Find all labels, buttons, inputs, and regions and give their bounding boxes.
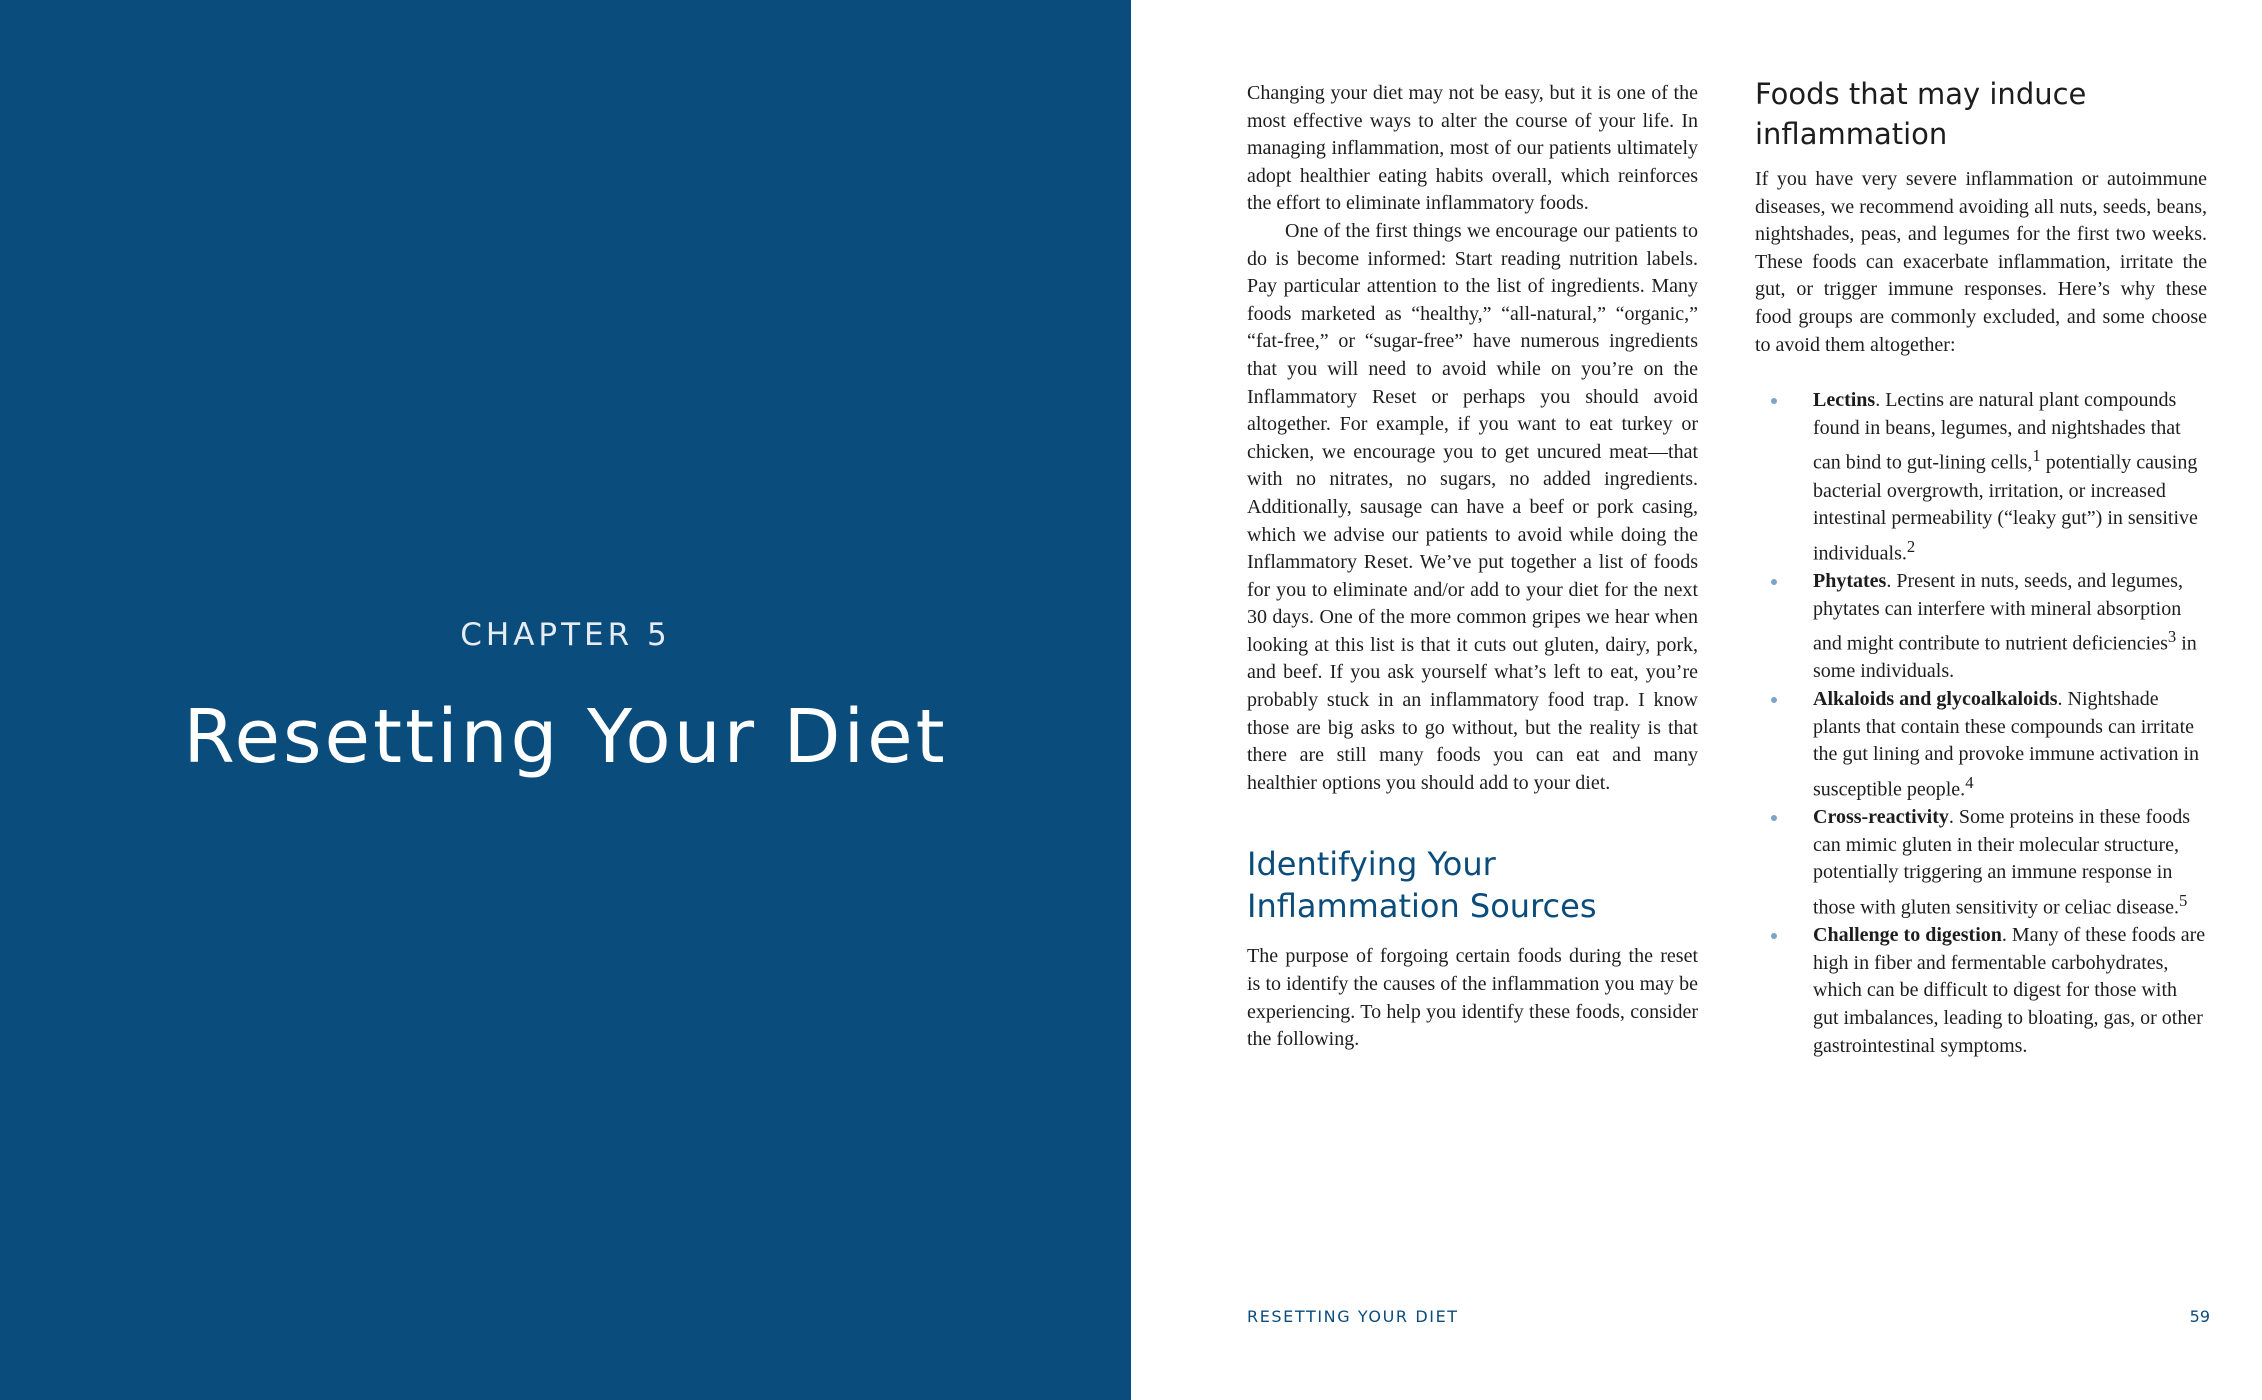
body-paragraph: Changing your diet may not be easy, but it is one of the most effective ways to alter the course of your life. In managing inflammation, most of our patients ultimately adopt healthier eating habits overall, which reinforces the effort to eliminate inflammatory foods. <box>1247 82 1698 215</box>
list-item <box>1755 686 2207 804</box>
bullet-text: . Lectins are natural plant compounds found in beans, legumes, and nightshades that can bind to gut-lining cells, <box>1813 389 2181 474</box>
body-paragraph: If you have very severe inflammation or autoimmune diseases, we recommend avoiding all nuts, seeds, beans, nightshades, peas, and legumes for the first two weeks. These foods can exacerbate inflammation, irritate the gut, or trigger immune responses. Here’s why these food groups are commonly excluded, and some choose to avoid them altogether: <box>1755 168 2207 356</box>
bullet-text: . Present in nuts, seeds, and legumes, phytates can interfere with mineral absorption and might contribute to nutrient deficiencies <box>1813 570 2183 655</box>
bullet-term: Lectins <box>1813 389 1876 412</box>
list-item <box>1755 568 2207 686</box>
bullet-term: Challenge to digestion <box>1813 924 2002 947</box>
text-column-right <box>1755 77 2207 1060</box>
bullet-term: Phytates <box>1813 570 1887 593</box>
bullet-term: Alkaloids and glycoalkaloids <box>1813 688 2058 711</box>
list-item <box>1755 804 2207 922</box>
bullet-text: in some individuals. <box>1813 632 2197 683</box>
bullet-text: . Some proteins in these foods can mimic gluten in their molecular structure, potentially triggering an immune response in those with gluten sensitivity or celiac disease. <box>1813 806 2190 919</box>
bullet-dot-icon <box>1771 579 1777 585</box>
bullet-dot-icon <box>1771 815 1777 821</box>
chapter-title: Resetting Your Diet <box>183 694 948 780</box>
bullet-dot-icon <box>1771 697 1777 703</box>
bullet-dot-icon <box>1771 398 1777 404</box>
section-heading: Identifying Your Inflammation Sources <box>1247 845 1597 926</box>
body-paragraph: One of the first things we encourage our patients to do is become informed: Start reading nutrition labels. Pay particular attention to the list of ingredients. Many foods marketed as “healthy,” “all-natural,” “organic,” “fat-free,” or “sugar-free” have numerous ingredients that you will need to avoid while on you’re on the Inflammatory Reset or perhaps you should avoid altogether. For example, if you want to eat turkey or chicken, we encourage you to get uncured meat—that with no nitrates, no sugars, no added ingredients. Additionally, sausage can have a beef or pork casing, which we advise our patients to avoid while doing the Inflammatory Reset. We’ve put together a list of foods for you to eliminate and/or add to your diet for the next 30 days. One of the more common gripes we hear when looking at this list is that it cuts out gluten, dairy, pork, and beef. If you ask yourself what’s left to eat, you’re probably stuck in an inflammatory food trap. I know those are big asks to go without, but the reality is that there are still many foods you can eat and many healthier options you should add to your diet. <box>1247 219 1698 794</box>
footnote-marker: 2 <box>1906 536 1916 556</box>
bullet-text: potentially causing bacterial overgrowth, irritation, or increased intestinal permeability (“leaky gut”) in sensitive individuals. <box>1813 452 2198 565</box>
running-footer-title: RESETTING YOUR DIET <box>1247 1307 1459 1326</box>
bullet-list <box>1755 387 2207 1060</box>
bullet-text: . Nightshade plants that contain these compounds can irritate the gut lining and provoke immune activation in susceptible people. <box>1813 688 2200 801</box>
chapter-label: CHAPTER 5 <box>460 617 671 653</box>
list-item <box>1755 922 2207 1060</box>
footnote-marker: 3 <box>2167 627 2177 647</box>
footnote-marker: 1 <box>2032 446 2041 466</box>
bullet-term: Cross-reactivity <box>1813 806 1949 829</box>
section-heading: Foods that may induce inflammation <box>1755 77 2087 151</box>
text-column-left <box>1247 80 1698 1054</box>
footnote-marker: 4 <box>1965 772 1974 792</box>
page-number: 59 <box>2189 1307 2210 1326</box>
list-item <box>1755 387 2207 568</box>
text-page <box>1131 0 2262 1400</box>
bullet-dot-icon <box>1771 933 1777 939</box>
bullet-text: . Many of these foods are high in fiber and fermentable carbohydrates, which can be difficult to digest for those with gut imbalances, leading to bloating, gas, or other gastrointestinal symptoms. <box>1813 924 2206 1057</box>
body-paragraph: The purpose of forgoing certain foods during the reset is to identify the causes of the inflammation you may be experiencing. To help you identify these foods, consider the following. <box>1247 945 1698 1051</box>
footnote-marker: 5 <box>2179 890 2188 910</box>
